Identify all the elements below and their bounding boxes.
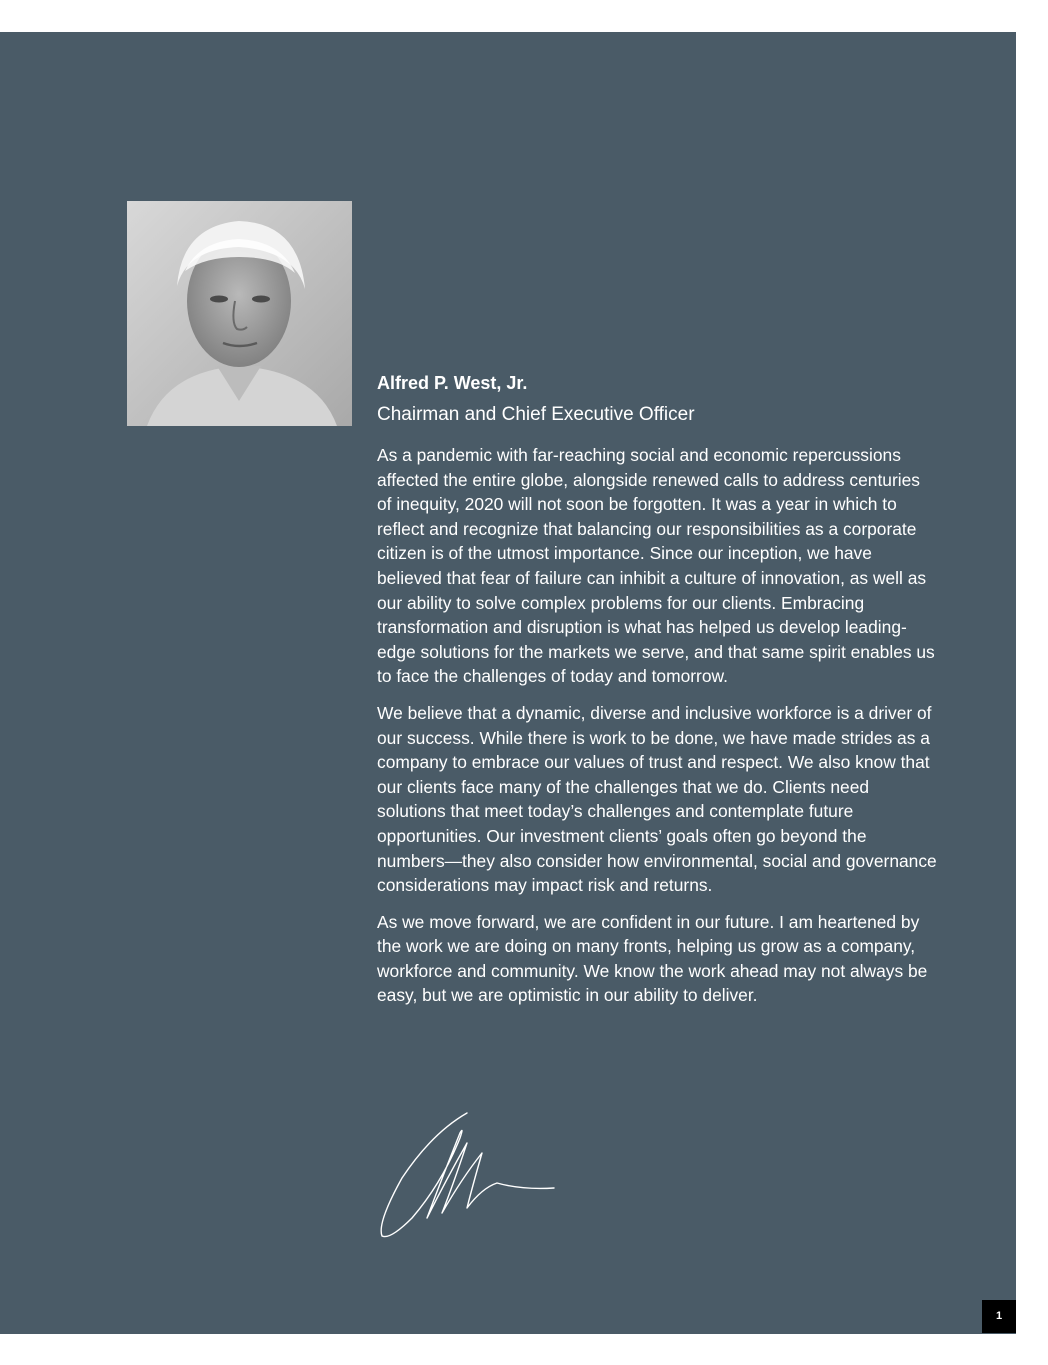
author-title: Chairman and Chief Executive Officer	[377, 404, 695, 425]
letter-paragraph-3: As we move forward, we are confident in our future. I am heartened by the work we are doing on many fronts, helping us grow as a company, workforce and community. We know the work ahead may not always be easy, but we are optimistic in our ability to deliver.	[377, 911, 928, 1006]
letter-content	[377, 369, 937, 1020]
page-number: 1	[982, 1300, 1016, 1333]
portrait-photo	[127, 201, 352, 426]
letter-paragraph-1: As a pandemic with far-reaching social and economic repercussions affected the entire globe, alongside renewed calls to address centuries of inequity, 2020 will not soon be forgotten. It was a year in which to reflect and recognize that balancing our responsibilities as a corporate citizen is of the utmost importance. Since our inception, we have believed that fear of failure can inhibit a culture of innovation, as well as our ability to solve complex problems for our clients. Embracing transformation and disruption is what has helped us develop leading-edge solutions for the markets we serve, and that same spirit enables us to face the challenges of today and tomorrow.	[377, 445, 935, 687]
author-name: Alfred P. West, Jr.	[377, 373, 528, 393]
letter-paragraph-2: We believe that a dynamic, diverse and inclusive workforce is a driver of our success. While there is work to be done, we have made strides as a company to embrace our values of trust and respect. We also know that our clients face many of the challenges that we do. Clients need solutions that meet today’s challenges and contemplate future opportunities. Our investment clients’ goals often go beyond the numbers—they also consider how environmental, social and governance considerations may impact risk and returns.	[377, 702, 937, 896]
signature	[372, 1108, 562, 1243]
